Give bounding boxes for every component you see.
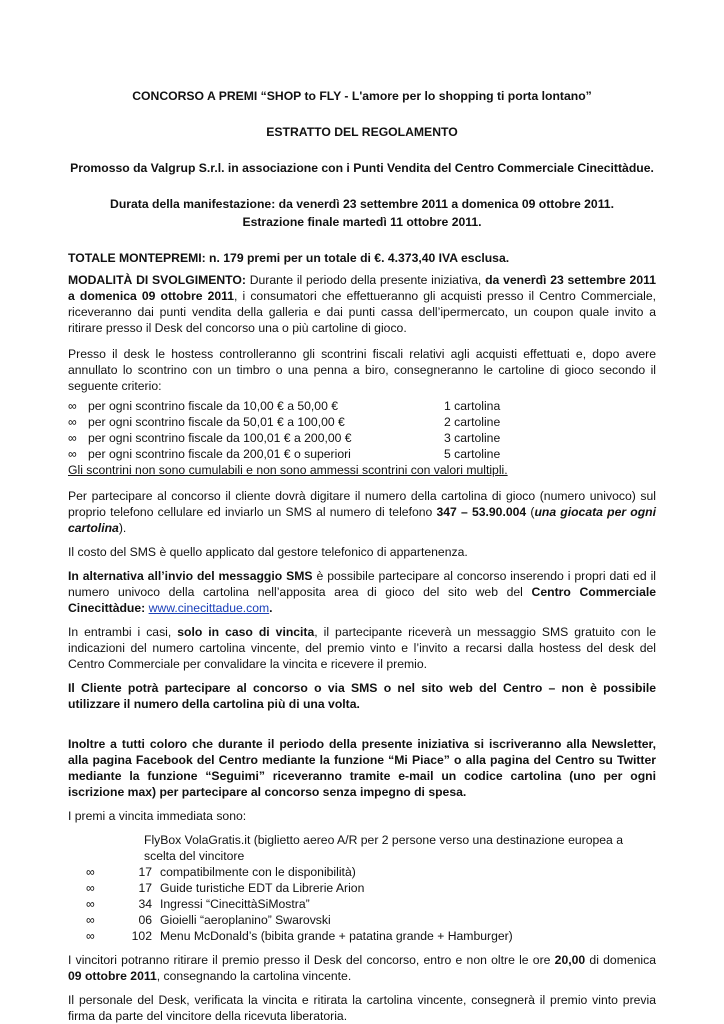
flybox-heading: FlyBox VolaGratis.it (biglietto aereo A/R per 2 persone verso una destinazione europea a scelta del vincitore [144, 833, 623, 863]
list-item: ∞ 34 Ingressi “CinecittàSiMostra” [68, 896, 513, 912]
list-item: ∞ 17 compatibilmente con le disponibilità) [68, 864, 513, 880]
desk-staff-paragraph: Il personale del Desk, verificata la vincita e ritirata la cartolina vincente, consegnerà il premio vinto previa firma da parte del vincitore della ricevuta liberatoria. [68, 993, 656, 1023]
alternative-paragraph: In alternativa all’invio del messaggio SMS è possibile partecipare al concorso inserendo i propri dati ed il numero univoco della cartolina nell’apposita area di gioco del sito web del Centro Commerciale Cinecittàdue: www.cinecittadue.com. [68, 569, 657, 615]
list-item: ∞ 06 Gioielli “aeroplanino” Swarovski [68, 912, 513, 928]
desk-paragraph: Presso il desk le hostess controlleranno gli scontrini fiscali relativi agli acquisti effettuati e, dopo avere annullato lo scontrino con un timbro o una penna a biro, consegneranno le cartoline di gioco secondo il seguente criterio: [68, 347, 656, 393]
prizes-intro: I premi a vincita immediata sono: [68, 809, 247, 823]
once-paragraph: Il Cliente potrà partecipare al concorso o via SMS o nel sito web del Centro – non è possibile utilizzare il numero della cartolina più di una volta. [68, 681, 656, 711]
list-item: ∞ 102 Menu McDonald’s (bibita grande + patatina grande + Hamburger) [68, 928, 513, 944]
list-item: ∞ per ogni scontrino fiscale da 10,00 € a 50,00 € 1 cartolina [68, 399, 501, 413]
infinity-bullet-icon: ∞ [86, 929, 95, 943]
infinity-bullet-icon: ∞ [86, 913, 95, 927]
infinity-bullet-icon: ∞ [68, 399, 77, 413]
infinity-bullet-icon: ∞ [68, 447, 77, 461]
infinity-bullet-icon: ∞ [68, 431, 77, 445]
infinity-bullet-icon: ∞ [86, 865, 95, 879]
promoter-line: Promosso da Valgrup S.r.l. in associazione con i Punti Vendita del Centro Commerciale Cinecittàdue. [70, 161, 654, 175]
infinity-bullet-icon: ∞ [68, 415, 77, 429]
total-prizes: TOTALE MONTEPREMI: n. 179 premi per un totale di €. 4.373,40 IVA esclusa. [68, 251, 510, 265]
list-item: ∞ per ogni scontrino fiscale da 100,01 € a 200,00 € 3 cartoline [68, 431, 501, 445]
sms-cost-paragraph: Il costo del SMS è quello applicato dal gestore telefonico di appartenenza. [68, 545, 468, 559]
prizes-list [68, 864, 513, 944]
sms-paragraph: Per partecipare al concorso il cliente dovrà digitare il numero della cartolina di gioco (numero univoco) sul proprio telefono cellulare ed inviarlo un SMS al numero di telefono 347 – 53.90.004 (una giocata per ogni cartolina). [68, 489, 656, 535]
list-item: ∞ 17 Guide turistiche EDT da Librerie Arion [68, 880, 513, 896]
win-paragraph: In entrambi i casi, solo in caso di vincita, il partecipante riceverà un messaggio SMS gratuito con le indicazioni del numero cartolina vincente, del premio vinto e l’invito a recarsi dalla hostess del desk del Centro Commerciale per convalidare la vincita e ricevere il premio. [68, 625, 656, 671]
no-cumulative-note: Gli scontrini non sono cumulabili e non sono ammessi scontrini con valori multipli. [68, 463, 508, 477]
infinity-bullet-icon: ∞ [86, 897, 95, 911]
contest-title: CONCORSO A PREMI “SHOP to FLY - L'amore per lo shopping ti porta lontano” [132, 89, 592, 103]
collect-paragraph: I vincitori potranno ritirare il premio presso il Desk del concorso, entro e non oltre le ore 20,00 di domenica 09 ottobre 2011, consegnando la cartolina vincente. [68, 953, 656, 983]
newsletter-paragraph: Inoltre a tutti coloro che durante il periodo della presente iniziativa si iscriveranno alla Newsletter, alla pagina Facebook del Centro mediante la funzione “Mi Piace” o alla pagina del Centro su Twitter mediante la funzione “Seguimi” riceveranno tramite e-mail un codice cartolina (uno per ogni iscrizione max) per partecipare al concorso senza impegno di spesa. [68, 737, 656, 799]
draw-date-line: Estrazione finale martedì 11 ottobre 2011. [242, 215, 482, 229]
regulation-subtitle: ESTRATTO DEL REGOLAMENTO [266, 125, 458, 139]
criteria-list [68, 398, 500, 462]
duration-line: Durata della manifestazione: da venerdì 23 settembre 2011 a domenica 09 ottobre 2011. [110, 197, 614, 211]
list-item: ∞ per ogni scontrino fiscale da 50,01 € a 100,00 € 2 cartoline [68, 415, 501, 429]
modalita-paragraph: MODALITÀ DI SVOLGIMENTO: Durante il periodo della presente iniziativa, da venerdì 23 settembre 2011 a domenica 09 ottobre 2011, i consumatori che effettueranno gli acquisti presso il Centro Commerciale, riceveranno dai punti vendita della galleria e dai punti cassa dell’ipermercato, un coupon quale invito a ritirare presso il Desk del concorso una o più cartoline di gioco. [68, 273, 656, 335]
website-link[interactable]: www.cinecittadue.com [148, 601, 270, 615]
list-item: ∞ per ogni scontrino fiscale da 200,01 € o superiori 5 cartoline [68, 447, 501, 461]
infinity-bullet-icon: ∞ [86, 881, 95, 895]
